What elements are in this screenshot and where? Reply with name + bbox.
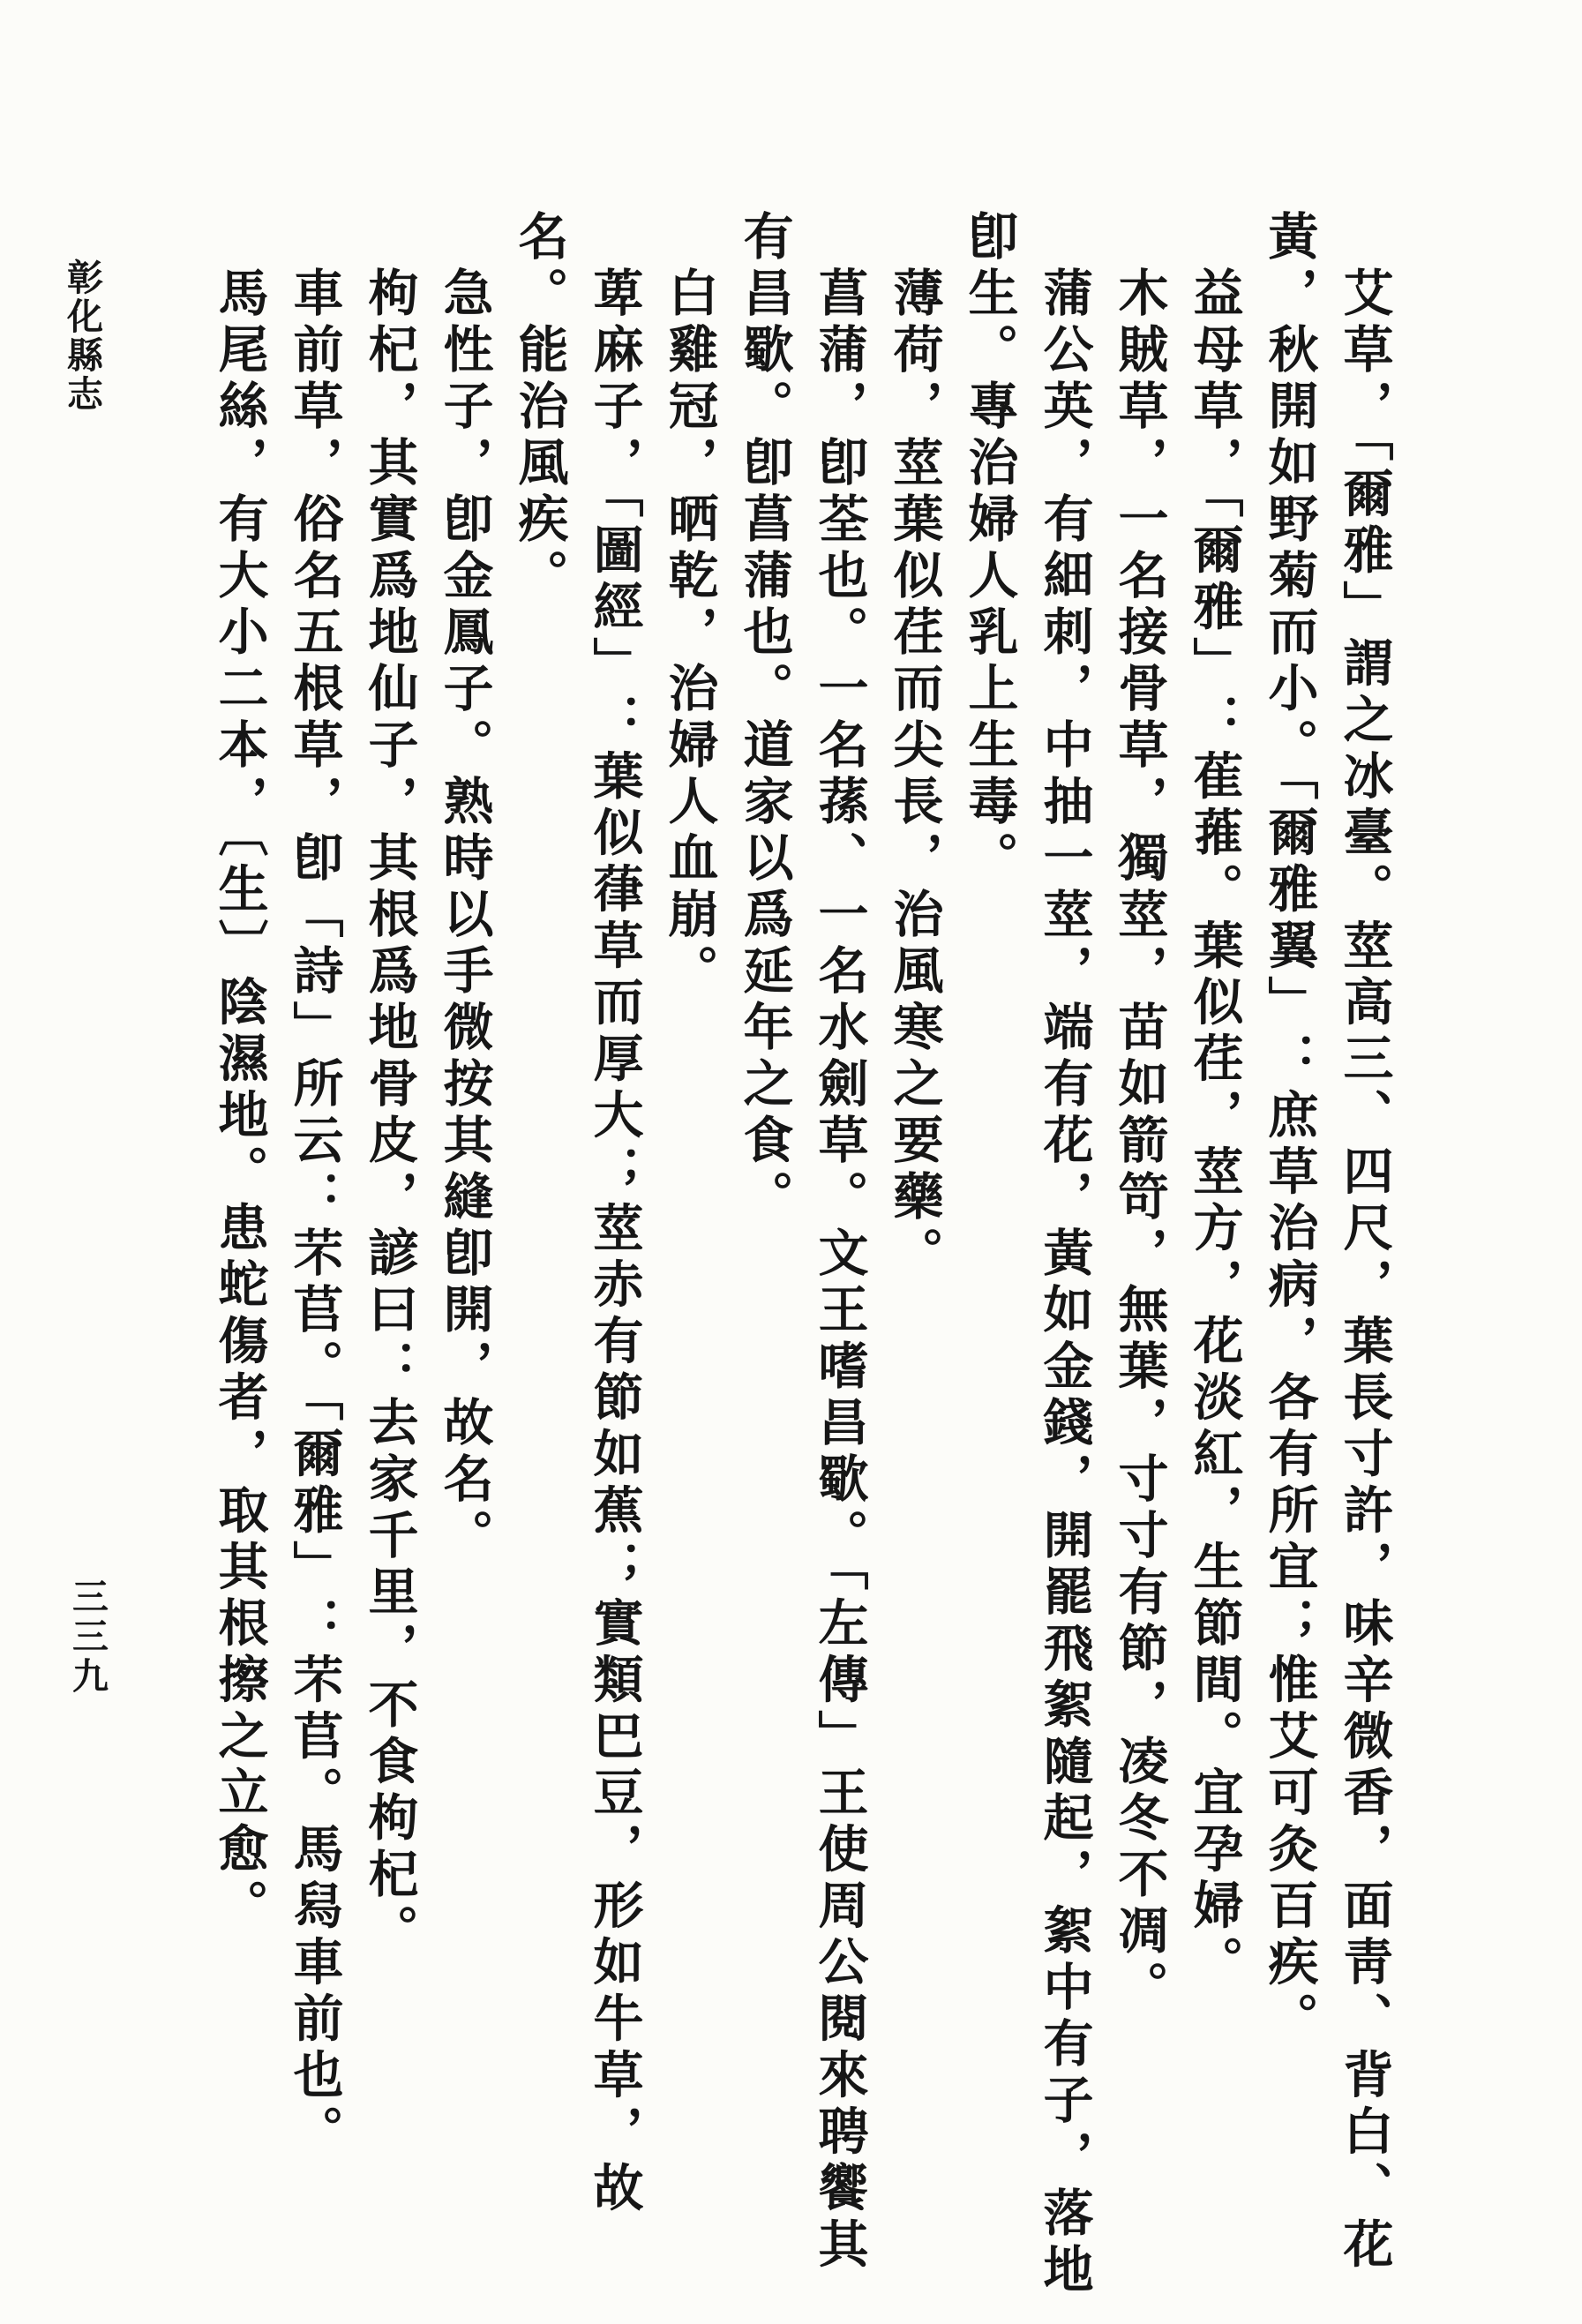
book-margin-title: 彰化縣志: [62, 259, 102, 414]
entry-line: 急性子，卽金鳳子。熟時以手微按其縫卽開，故名。: [436, 266, 491, 1565]
entry-line: 艾草，「爾雅」謂之冰臺。莖高三、四尺，葉長寸許，味辛微香，面靑、背白、花黃，秋開如野菊而小。「爾雅翼」：庶草治病，各有所宜；惟艾可灸百疾。: [1261, 210, 1391, 2275]
entry-line: 木賊草，一名接骨草，獨莖，苗如箭笴，無葉，寸寸有節，凌冬不凋。: [1111, 266, 1166, 2017]
page-number: 三三九: [67, 1578, 108, 1697]
entry-line: 薄荷，莖葉似荏而尖長，治風寒之要藥。: [886, 266, 941, 1283]
entry-line: 益母草，「爾雅」：萑蓷。葉似荏，莖方，花淡紅，生節間。宜孕婦。: [1186, 266, 1241, 1992]
entry-line: 菖蒲，卽荃也。一名蓀、一名水劍草。文王嗜昌歜。「左傳」王使周公閱來聘饗其有昌歜。卽菖蒲也。道家以爲延年之食。: [736, 210, 866, 2275]
entry-line: 車前草，俗名五根草，卽「詩」所云：芣苢。「爾雅」：芣苢。馬舄車前也。: [286, 266, 341, 2162]
entry-line: 白雞冠，晒乾，治婦人血崩。: [661, 266, 716, 1001]
entry-line: 枸杞，其實爲地仙子，其根爲地骨皮，諺曰：去家千里，不食枸杞。: [361, 266, 416, 1960]
entry-line: 萆麻子，「圖經」：葉似葎草而厚大；莖赤有節如蕉；實類巴豆，形如牛草，故名。能治風疾。: [511, 210, 641, 2218]
entries-text-block: [201, 210, 1401, 2320]
entry-line: 馬尾絲，有大小二本，〔生〕陰濕地。患蛇傷者，取其根擦之立愈。: [211, 266, 266, 1936]
entry-line: 蒲公英，有細刺，中抽一莖，端有花，黃如金錢，開罷飛絮隨起，絮中有子，落地卽生。專治婦人乳上生毒。: [961, 210, 1091, 2299]
